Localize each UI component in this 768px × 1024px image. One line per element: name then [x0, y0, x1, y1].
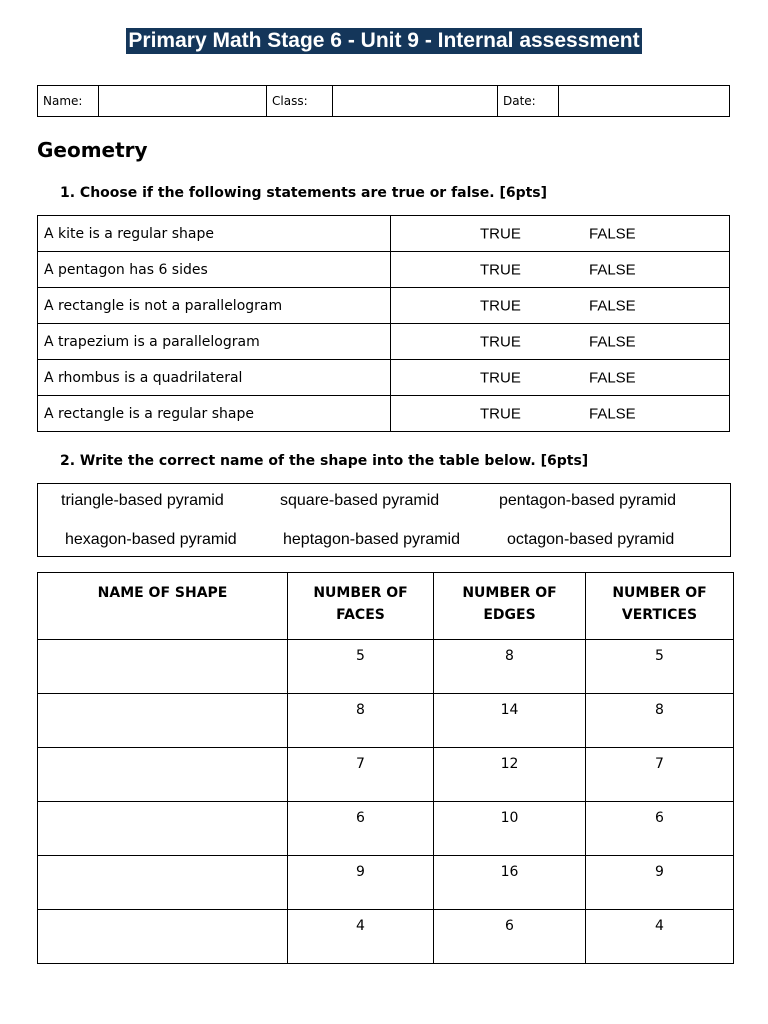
question-2: 2. Write the correct name of the shape into the table below. [6pts]: [60, 453, 589, 469]
false-option[interactable]: FALSE: [589, 297, 636, 314]
false-option[interactable]: FALSE: [589, 369, 636, 386]
table-row: [38, 748, 734, 802]
statement-row: [38, 216, 730, 252]
name-label: Name:: [38, 86, 99, 117]
true-option[interactable]: TRUE: [480, 369, 521, 386]
faces-cell: 9: [288, 856, 434, 910]
header-edges: NUMBER OF EDGES: [434, 573, 586, 640]
page-title: Primary Math Stage 6 - Unit 9 - Internal assessment: [128, 29, 640, 52]
statement-row: [38, 324, 730, 360]
shape-name-cell[interactable]: [38, 910, 288, 964]
true-option[interactable]: TRUE: [480, 333, 521, 350]
word-bank: [37, 483, 731, 557]
vertices-cell: 9: [586, 856, 734, 910]
faces-cell: 4: [288, 910, 434, 964]
header-faces: NUMBER OF FACES: [288, 573, 434, 640]
date-label: Date:: [498, 86, 559, 117]
statement-text: A pentagon has 6 sides: [38, 252, 391, 288]
shape-name-cell[interactable]: [38, 802, 288, 856]
true-option[interactable]: TRUE: [480, 405, 521, 422]
edges-cell: 10: [434, 802, 586, 856]
class-field[interactable]: [333, 86, 498, 117]
word-bank-item: pentagon-based pyramid: [499, 492, 677, 509]
statement-row: [38, 252, 730, 288]
table-row: [38, 802, 734, 856]
false-option[interactable]: FALSE: [589, 261, 636, 278]
table-row: [38, 910, 734, 964]
faces-cell: 8: [288, 694, 434, 748]
question-1: 1. Choose if the following statements are true or false. [6pts]: [60, 185, 548, 201]
shape-name-cell[interactable]: [38, 640, 288, 694]
table-row: [38, 640, 734, 694]
edges-cell: 8: [434, 640, 586, 694]
statement-text: A rhombus is a quadrilateral: [38, 360, 391, 396]
shape-name-cell[interactable]: [38, 694, 288, 748]
statement-text: A kite is a regular shape: [38, 216, 391, 252]
true-option[interactable]: TRUE: [480, 261, 521, 278]
word-bank-item: octagon-based pyramid: [507, 531, 675, 548]
true-false-table: [37, 215, 730, 432]
false-option[interactable]: FALSE: [589, 333, 636, 350]
name-field[interactable]: [99, 86, 267, 117]
edges-cell: 14: [434, 694, 586, 748]
date-field[interactable]: [559, 86, 730, 117]
statement-text: A rectangle is a regular shape: [38, 396, 391, 432]
edges-cell: 6: [434, 910, 586, 964]
word-bank-item: heptagon-based pyramid: [283, 531, 461, 548]
class-label: Class:: [267, 86, 333, 117]
vertices-cell: 6: [586, 802, 734, 856]
student-info-table: [37, 85, 730, 117]
vertices-cell: 8: [586, 694, 734, 748]
section-heading: Geometry: [37, 138, 148, 162]
statement-row: [38, 288, 730, 324]
table-row: [38, 856, 734, 910]
vertices-cell: 5: [586, 640, 734, 694]
table-row: [38, 694, 734, 748]
faces-cell: 5: [288, 640, 434, 694]
word-bank-item: hexagon-based pyramid: [65, 531, 237, 548]
edges-cell: 16: [434, 856, 586, 910]
statement-text: A trapezium is a parallelogram: [38, 324, 391, 360]
vertices-cell: 7: [586, 748, 734, 802]
header-vertices: NUMBER OF VERTICES: [586, 573, 734, 640]
faces-cell: 7: [288, 748, 434, 802]
header-name-of-shape: NAME OF SHAPE: [38, 573, 288, 640]
false-option[interactable]: FALSE: [589, 225, 636, 242]
statement-row: [38, 360, 730, 396]
shape-name-cell[interactable]: [38, 748, 288, 802]
statement-row: [38, 396, 730, 432]
faces-cell: 6: [288, 802, 434, 856]
word-bank-item: square-based pyramid: [280, 492, 440, 509]
false-option[interactable]: FALSE: [589, 405, 636, 422]
statement-text: A rectangle is not a parallelogram: [38, 288, 391, 324]
edges-cell: 12: [434, 748, 586, 802]
true-option[interactable]: TRUE: [480, 225, 521, 242]
vertices-cell: 4: [586, 910, 734, 964]
word-bank-item: triangle-based pyramid: [61, 492, 224, 509]
shape-name-cell[interactable]: [38, 856, 288, 910]
true-option[interactable]: TRUE: [480, 297, 521, 314]
shape-properties-table: [37, 572, 734, 964]
